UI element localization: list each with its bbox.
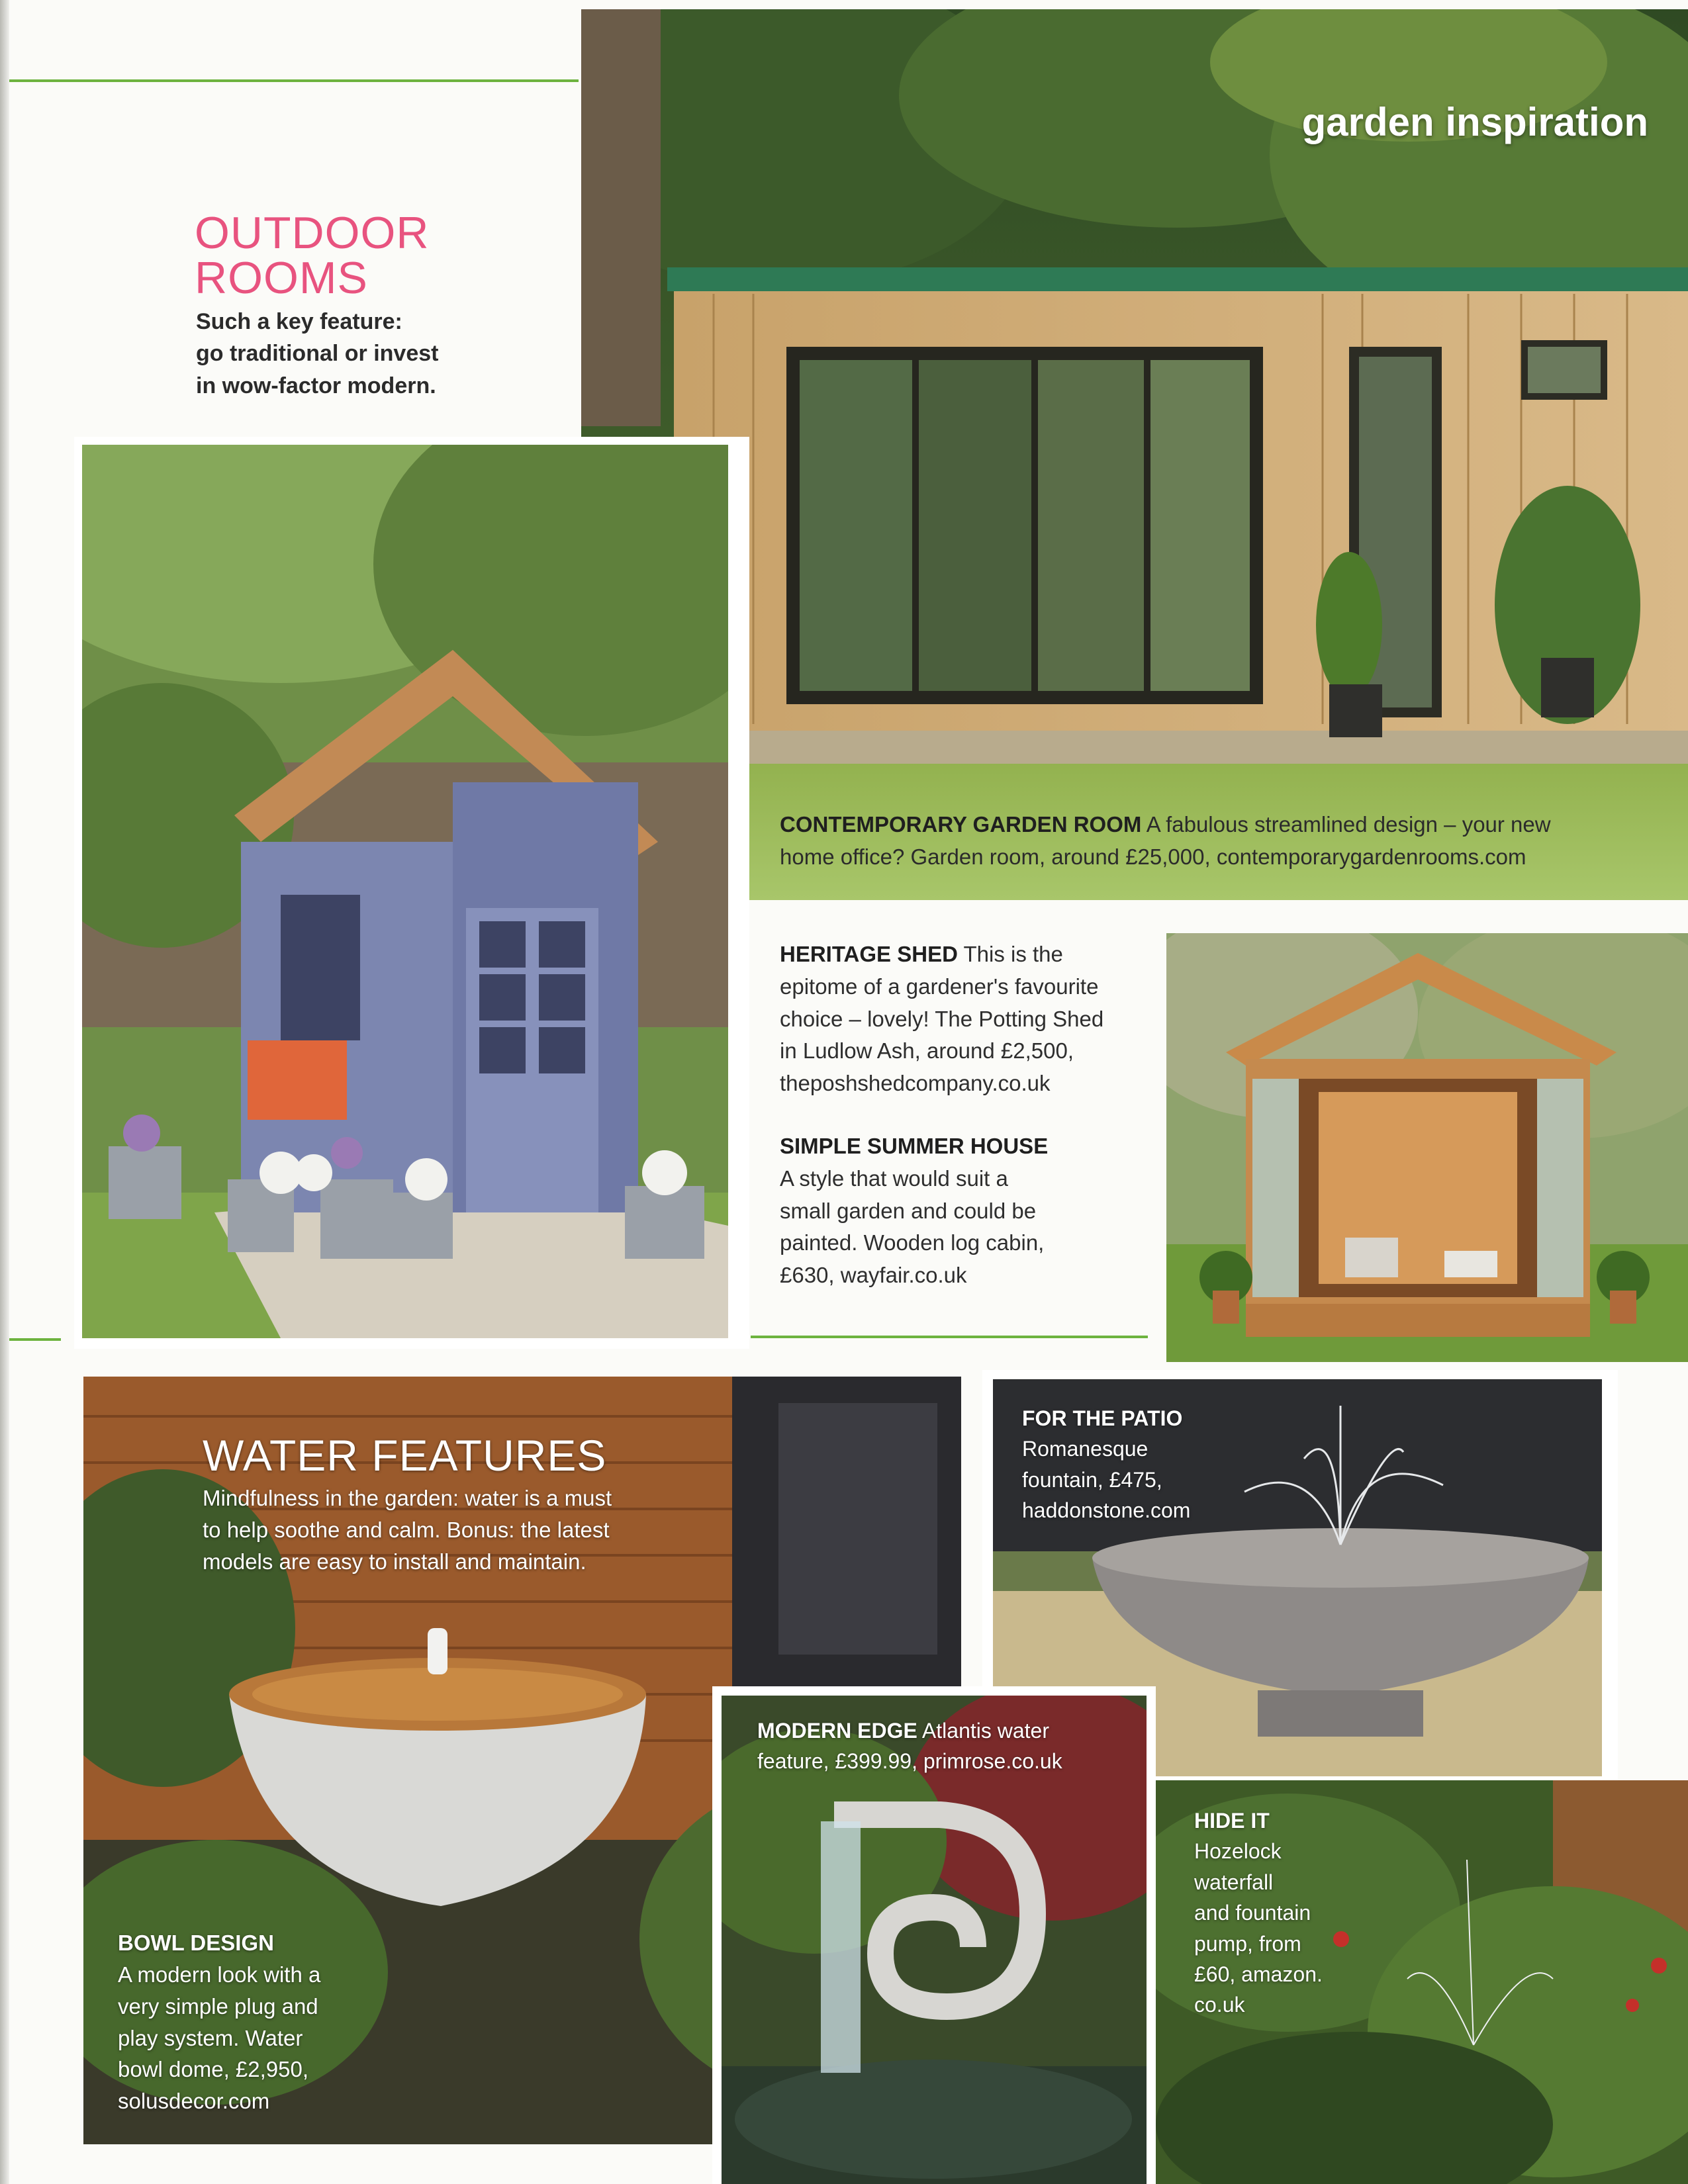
water-features-line2: to help soothe and calm. Bonus: the latest xyxy=(203,1517,610,1542)
bowl-line4: bowl dome, £2,950, xyxy=(118,2057,309,2082)
bowl-line3: play system. Water xyxy=(118,2025,303,2050)
page-edge xyxy=(0,0,9,2184)
heritage-line3: choice – lovely! The Potting Shed xyxy=(780,1006,1104,1031)
bowl-heading: BOWL DESIGN xyxy=(118,1931,274,1955)
modern-edge-line1: Atlantis water xyxy=(921,1719,1049,1743)
hide-it-line6: co.uk xyxy=(1194,1993,1245,2017)
hide-it-line5: £60, amazon. xyxy=(1194,1962,1323,1986)
hide-it-line4: pump, from xyxy=(1194,1931,1301,1956)
modern-edge-line2: feature, £399.99, primrose.co.uk xyxy=(757,1749,1062,1774)
patio-line3: haddonstone.com xyxy=(1022,1498,1191,1523)
summer-house-line4: £630, wayfair.co.uk xyxy=(780,1263,967,1288)
patio-line1: Romanesque xyxy=(1022,1437,1149,1461)
hide-it-line1: Hozelock xyxy=(1194,1839,1282,1864)
water-features-line3: models are easy to install and maintain. xyxy=(203,1549,586,1574)
heritage-shed-photo xyxy=(82,445,728,1338)
contemporary-caption xyxy=(780,809,1551,874)
water-features-intro xyxy=(203,1482,612,1578)
outdoor-rooms-intro-line2: go traditional or invest xyxy=(196,341,439,367)
outdoor-rooms-title-line2: ROOMS xyxy=(195,253,368,303)
modern-edge-heading: MODERN EDGE xyxy=(757,1719,917,1743)
outdoor-rooms-intro xyxy=(196,306,438,402)
summer-house-caption xyxy=(780,1130,1048,1292)
summer-house-photo xyxy=(1166,933,1688,1362)
heritage-caption xyxy=(780,938,1103,1100)
mid-green-rule-center xyxy=(751,1336,1148,1338)
summer-house-line2: small garden and could be xyxy=(780,1198,1037,1223)
patio-line2: fountain, £475, xyxy=(1022,1467,1162,1492)
heritage-line5: theposhshedcompany.co.uk xyxy=(780,1071,1051,1096)
mid-green-rule-left xyxy=(9,1338,61,1341)
summer-house-heading: SIMPLE SUMMER HOUSE xyxy=(780,1134,1049,1158)
hide-it-line3: and fountain xyxy=(1194,1901,1311,1925)
hide-it-caption xyxy=(1194,1805,1323,2021)
contemporary-heading: CONTEMPORARY GARDEN ROOM xyxy=(780,812,1142,837)
contemporary-line2: home office? Garden room, around £25,000, contemporarygardenrooms.com xyxy=(780,844,1526,869)
patio-heading: FOR THE PATIO xyxy=(1022,1406,1183,1430)
heritage-line4: in Ludlow Ash, around £2,500, xyxy=(780,1038,1074,1064)
bowl-line2: very simple plug and xyxy=(118,1993,318,2019)
hide-it-line2: waterfall xyxy=(1194,1870,1274,1894)
bowl-line5: solusdecor.com xyxy=(118,2089,270,2114)
summer-house-line3: painted. Wooden log cabin, xyxy=(780,1230,1045,1255)
water-features-line1: Mindfulness in the garden: water is a must xyxy=(203,1486,612,1510)
outdoor-rooms-title-line1: OUTDOOR xyxy=(195,208,430,258)
outdoor-rooms-intro-line3: in wow-factor modern. xyxy=(196,373,436,398)
heritage-line2: epitome of a gardener's favourite xyxy=(780,974,1099,999)
outdoor-rooms-title xyxy=(195,208,430,303)
section-label: garden inspiration xyxy=(1301,100,1648,144)
patio-caption xyxy=(1022,1403,1190,1526)
bowl-line1: A modern look with a xyxy=(118,1962,321,1987)
outdoor-rooms-intro-line1: Such a key feature: xyxy=(196,309,402,334)
contemporary-line1: A fabulous streamlined design – your new xyxy=(1146,812,1551,837)
bowl-caption xyxy=(118,1927,320,2117)
heritage-heading: HERITAGE SHED xyxy=(780,942,958,966)
hide-it-heading: HIDE IT xyxy=(1194,1809,1270,1833)
summer-house-line1: A style that would suit a xyxy=(780,1165,1008,1191)
heritage-line1: This is the xyxy=(963,942,1063,966)
water-features-title: WATER FEATURES xyxy=(203,1431,607,1480)
modern-edge-caption xyxy=(757,1715,1062,1777)
